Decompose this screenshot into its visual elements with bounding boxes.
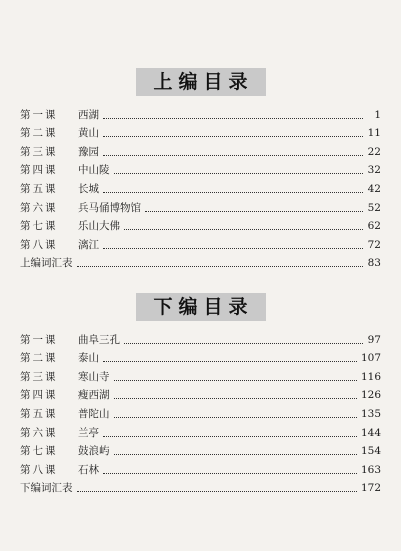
page-number: 1 xyxy=(374,108,381,121)
toc-row[interactable] xyxy=(20,458,381,477)
lesson-title: 长城 xyxy=(78,182,99,195)
page-number: 126 xyxy=(360,389,381,402)
dot-leader xyxy=(103,247,363,249)
lesson-title: 中山陵 xyxy=(78,164,110,177)
lesson-title: 黄山 xyxy=(78,127,99,140)
lesson-title: 泰山 xyxy=(78,352,99,365)
lesson-number: 第一课 xyxy=(20,333,58,346)
dot-leader xyxy=(77,265,364,267)
lesson-number: 第三课 xyxy=(20,370,58,383)
dot-leader xyxy=(103,154,363,156)
toc-row[interactable] xyxy=(20,440,381,459)
lesson-title: 普陀山 xyxy=(78,407,110,420)
upper-toc-list xyxy=(20,103,381,270)
lesson-title: 豫园 xyxy=(78,145,99,158)
toc-row[interactable] xyxy=(20,140,381,159)
lesson-number: 第五课 xyxy=(20,182,58,195)
lesson-number: 第一课 xyxy=(20,108,58,121)
lesson-number: 第六课 xyxy=(20,201,58,214)
lesson-number: 第七课 xyxy=(20,445,58,458)
page-number: 52 xyxy=(367,201,381,214)
toc-row[interactable] xyxy=(20,196,381,215)
lower-toc-list xyxy=(20,328,381,495)
page-number: 172 xyxy=(360,482,381,495)
glossary-title: 上编词汇表 xyxy=(20,257,73,270)
lesson-title: 瘦西湖 xyxy=(78,389,110,402)
page-number: 107 xyxy=(360,352,381,365)
dot-leader xyxy=(145,210,363,212)
lesson-number: 第八课 xyxy=(20,463,58,476)
toc-row[interactable] xyxy=(20,233,381,252)
lesson-number: 第五课 xyxy=(20,407,58,420)
glossary-title: 下编词汇表 xyxy=(20,482,73,495)
dot-leader xyxy=(124,228,363,230)
lesson-title: 寒山寺 xyxy=(78,370,110,383)
dot-leader xyxy=(114,397,357,399)
dot-leader xyxy=(103,117,363,119)
page-number: 116 xyxy=(360,370,381,383)
dot-leader xyxy=(114,416,357,418)
lesson-title: 鼓浪屿 xyxy=(78,445,110,458)
page-number: 22 xyxy=(367,145,381,158)
page-number: 42 xyxy=(367,182,381,195)
lesson-number: 第三课 xyxy=(20,145,58,158)
lesson-number: 第四课 xyxy=(20,389,58,402)
page-number: 163 xyxy=(360,463,381,476)
page-number: 11 xyxy=(367,127,381,140)
lesson-title: 乐山大佛 xyxy=(78,220,120,233)
toc-row[interactable] xyxy=(20,177,381,196)
toc-row[interactable] xyxy=(20,384,381,403)
dot-leader xyxy=(114,172,364,174)
dot-leader xyxy=(114,453,357,455)
lesson-number: 第七课 xyxy=(20,220,58,233)
lesson-number: 第二课 xyxy=(20,352,58,365)
page-number: 135 xyxy=(360,407,381,420)
lesson-title: 石林 xyxy=(78,463,99,476)
page-number: 72 xyxy=(367,238,381,251)
toc-row[interactable] xyxy=(20,347,381,366)
dot-leader xyxy=(77,490,357,492)
page-number: 62 xyxy=(367,220,381,233)
toc-row[interactable] xyxy=(20,159,381,178)
toc-row[interactable] xyxy=(20,103,381,122)
dot-leader xyxy=(114,379,357,381)
page-number: 144 xyxy=(360,426,381,439)
toc-row-glossary[interactable] xyxy=(20,477,381,496)
lesson-title: 兰亭 xyxy=(78,426,99,439)
dot-leader xyxy=(103,435,357,437)
dot-leader xyxy=(124,342,363,344)
toc-row[interactable] xyxy=(20,328,381,347)
lesson-number: 第八课 xyxy=(20,238,58,251)
page-number: 154 xyxy=(360,445,381,458)
lesson-number: 第六课 xyxy=(20,426,58,439)
lesson-number: 第二课 xyxy=(20,127,58,140)
upper-section-title: 上编目录 xyxy=(135,68,265,96)
lesson-number: 第四课 xyxy=(20,164,58,177)
dot-leader xyxy=(103,472,357,474)
toc-row[interactable] xyxy=(20,402,381,421)
lesson-title: 西湖 xyxy=(78,108,99,121)
toc-row[interactable] xyxy=(20,421,381,440)
dot-leader xyxy=(103,191,363,193)
lesson-title: 漓江 xyxy=(78,238,99,251)
toc-row[interactable] xyxy=(20,365,381,384)
page-number: 32 xyxy=(367,164,381,177)
lower-section-title: 下编目录 xyxy=(135,293,265,321)
page-number: 83 xyxy=(367,257,381,270)
dot-leader xyxy=(103,360,357,362)
lesson-title: 兵马俑博物馆 xyxy=(78,201,141,214)
dot-leader xyxy=(103,135,363,137)
lesson-title: 曲阜三孔 xyxy=(78,333,120,346)
toc-row-glossary[interactable] xyxy=(20,252,381,271)
toc-row[interactable] xyxy=(20,215,381,234)
page-number: 97 xyxy=(367,333,381,346)
toc-row[interactable] xyxy=(20,122,381,141)
